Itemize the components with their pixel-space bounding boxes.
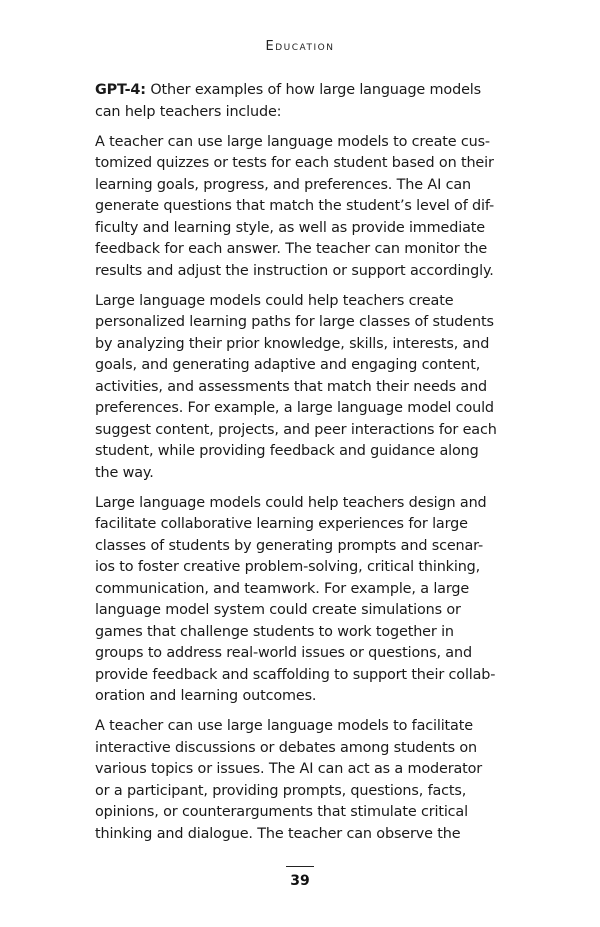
text-line: generate questions that match the student’s level of dif- — [95, 198, 495, 214]
text-line: student, while providing feedback and guidance along — [95, 443, 479, 459]
text-line: ios to foster creative problem-solving, critical thinking, — [95, 559, 481, 575]
paragraph-discussions — [95, 716, 505, 845]
text-line: personalized learning paths for large classes of students — [95, 314, 494, 330]
text-line: A teacher can use large language models to facilitate — [95, 718, 473, 734]
text-line: preferences. For example, a large language model could — [95, 400, 494, 416]
text-line: by analyzing their prior knowledge, skills, interests, and — [95, 335, 490, 352]
text-line: ficulty and learning style, as well as provide immediate — [95, 219, 485, 236]
text-line: suggest content, projects, and peer interactions for each — [95, 421, 497, 438]
text-line: thinking and dialogue. The teacher can observe the — [95, 825, 461, 842]
paragraph-learning-paths — [95, 291, 505, 485]
text-line: feedback for each answer. The teacher can monitor the — [95, 241, 488, 257]
text-line: language model system could create simulations or — [95, 602, 461, 618]
text-line: learning goals, progress, and preferences. The AI can — [95, 176, 472, 193]
paragraph-collaborative — [95, 493, 505, 708]
text-line: A teacher can use large language models to create cus- — [95, 133, 490, 150]
running-head: Education — [265, 39, 335, 54]
text-line: Large language models could help teachers design and — [95, 494, 487, 511]
text-line: results and adjust the instruction or support accordingly. — [95, 262, 494, 279]
text-line: oration and learning outcomes. — [95, 688, 317, 704]
intro-paragraph — [95, 80, 505, 123]
intro-line-2: can help teachers include: — [95, 103, 282, 120]
text-line: groups to address real-world issues or questions, and — [95, 645, 472, 661]
text-line: classes of students by generating prompts and scenar- — [95, 537, 484, 554]
text-line: interactive discussions or debates among students on — [95, 739, 477, 756]
paragraph-quizzes — [95, 132, 505, 283]
text-line: goals, and generating adaptive and engaging content, — [95, 357, 481, 373]
text-line: various topics or issues. The AI can act as a moderator — [95, 761, 483, 777]
page-body — [95, 80, 505, 854]
text-line: activities, and assessments that match their needs and — [95, 378, 488, 395]
speaker-label: GPT-4: — [95, 82, 146, 98]
text-line: the way. — [95, 464, 154, 481]
text-line: tomized quizzes or tests for each student based on their — [95, 155, 494, 171]
text-line: facilitate collaborative learning experiences for large — [95, 516, 468, 532]
text-line: communication, and teamwork. For example, a large — [95, 580, 470, 597]
text-line: Large language models could help teachers create — [95, 292, 454, 309]
page-number: 39 — [290, 873, 310, 889]
page-number-rule — [286, 866, 314, 867]
text-line: opinions, or counterarguments that stimulate critical — [95, 804, 468, 820]
intro-text: Other examples of how large language models — [145, 82, 481, 98]
text-line: provide feedback and scaffolding to support their collab- — [95, 666, 496, 683]
text-line: games that challenge students to work together in — [95, 623, 454, 640]
text-line: or a participant, providing prompts, questions, facts, — [95, 782, 467, 799]
intro-line-1 — [95, 80, 505, 102]
